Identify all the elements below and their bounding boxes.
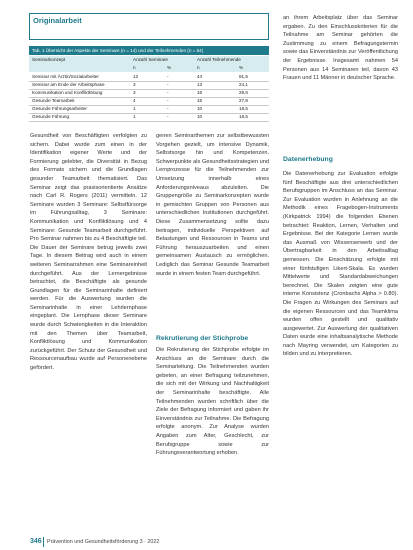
row-label: Seminar am Ende der Arbeitsphase [32, 82, 105, 87]
cell: 12 [133, 74, 139, 79]
cell: 1 [133, 114, 136, 119]
cell: 4 [133, 98, 136, 103]
subheader-n: n [197, 65, 200, 70]
row-label: Seminar mit Ärztin/Sozialarbeiter [32, 74, 99, 79]
cell: - [167, 74, 169, 79]
cell: - [167, 98, 169, 103]
row-label: Gesunde Führung [32, 114, 70, 119]
cell: - [167, 106, 169, 111]
paragraph: Die Rekrutierung der Stichprobe erfolgte im Anschluss an die Seminare durch die Seminarleitung. Die Teilnehmenden wurden gebeten, an einer Befragung teilzunehmen, die sich mit der Wirkung und Nachhaltigkeit der Seminarinhalte beschäftigte. Alle Teilnehmenden wurden schriftlich über die Ziele der Befragung informiert und gaben ihr Einverständnis zur Teilnahme. Die Befragung erfolgte anonym. Zur Analyse wurden Angaben zum Alter, Geschlecht, zur Berufsgruppe sowie zur Führungsverantwortung erhoben. [156, 347, 269, 457]
page-number: 346 [30, 538, 42, 545]
cell: 29,6 [239, 90, 248, 95]
cell: 10 [197, 106, 203, 111]
cell: 10 [197, 114, 203, 119]
paragraph: Gesundheit von Beschäftigten verfolgten zu sichern. Dabei wurde zum einen in der Identifikation eigener Werte und der Formierung gelebter, die Diversität in Bezug des Formats sichern und die Grundlagen gesunder Teamarbeit thematisiert. Das Seminar zeigt das praxisorientierte Ansätze nach Carl R. Rogers (2011) vermitteln. 12 Seminare wurden 3 Seminare: Selbstfürsorge im Führungsalltag, 3 Seminare: Kommunikation und Konfliktlösung und 4 Seminare: Gesunde Teamarbeit durchgeführt. Pro Seminar nahmen bis zu 4 Beschäftigte teil. Die Dauer der Seminare betrug jeweils zwei Tage. In diesem Beitrag wird auch in einem weiteren Seminarrahmen eine Seminareinheit durchgeführt. Aus der Lernergebnisse betrachtet, die Beschäftigte als gesunde Grundlagen für die Seminarinhalte definiert werden. Für die Auswertung wurden die Seminarinhalte in einer Lehrlernphase eingeplant. Die Lernphase dieser Seminare wurde durch Schwierigkeiten in die Interaktion mit den Themen über Teamarbeit, Konfliktlösung und Kommunikation zurückgeführt. Der Schutz der Gesundheit und Ressourcenaufbau wurde auf Personenebene gefördert. [30, 133, 147, 372]
cell: 81,5 [239, 74, 248, 79]
journal-name: Prävention und Gesundheitsförderung 3 · 2022 [47, 539, 160, 545]
subheader-percent: % [239, 65, 244, 70]
cell: 44 [197, 74, 203, 79]
column-header-participants: Anzahl Teilnehmende [197, 57, 241, 62]
cell: - [167, 114, 169, 119]
paragraph: genen Seminarthemen zur selbstbewussten Vorgehen gezielt, um intensive Dynamik, Selbstsorge hin und Kompetenzen. Schwerpunkte als Gesundheitsstrategien und Lernprozesse für die Teilnehmenden zur Umsetzung innerhalb eines Anforderungsniveaus abzuleiten. Die Gruppengröße zu Seminarkonzepten wurde in gemischten Gruppen von Personen aus unterschiedlichen Institutionen durchgeführt. Diese Zusammensetzung sollte dazu beitragen, individuelle Perspektiven auf Belastungen und Ressourcen in Teams und Führung herauszuarbeiten und einen gemeinsamen Austausch zu ermöglichen. Lediglich das Seminar Gesunde Teamarbeit wurde in einem festen Team durchgeführt. [156, 133, 269, 277]
cell: 18,5 [239, 114, 248, 119]
row-label: Kommunikation und Konfliktlösung [32, 90, 103, 95]
column-header-seminars: Anzahl Seminare [133, 57, 168, 62]
cell: - [167, 90, 169, 95]
table-row [29, 113, 269, 122]
subheader-percent: % [167, 65, 172, 70]
row-label: Gesunde Führungsarbeiter [32, 106, 87, 111]
cell: 18,5 [239, 106, 248, 111]
body-column-2 [156, 132, 269, 334]
body-column-2-lower [156, 346, 269, 532]
row-label: Gesunde Teamarbeit [32, 98, 75, 103]
body-column-3-intro [283, 14, 398, 134]
cell: 15 [197, 98, 203, 103]
cell: 16 [197, 90, 203, 95]
table-caption: Tab. 1 Übersicht der Aspekte der Seminare (n = 14) und der Teilnehmenden (n = 54) [29, 46, 269, 55]
body-column-3 [283, 170, 398, 532]
footer-divider [43, 537, 44, 547]
cell: 1 [133, 106, 136, 111]
column-header-concept: Seminarkonzept [32, 57, 66, 62]
paragraph: an ihrem Arbeitsplatz über das Seminar ergaben. Zu den Einschlusskriterien für die Teilnahme am Seminar gehörten die Zustimmung zu einem Befragungstermin sowie das Einverständnis zur Veröffentlichung der Ergebnisse. Insgesamt nahmen 54 Personen aus 14 Seminaren teil, davon 43 Frauen und 11 Männer in deutscher Sprache. [283, 15, 398, 82]
body-column-1 [30, 132, 147, 532]
subheader-n: n [133, 65, 136, 70]
cell: 24,1 [239, 82, 248, 87]
cell: 13 [197, 82, 203, 87]
section-heading-data-collection: Datenerhebung [283, 156, 333, 163]
paragraph: Die Datenerhebung zur Evaluation erfolgte fünf Beschäftigte aus drei unterschiedlichen Berufsgruppen im Anschluss an das Seminar. Zur Evaluation wurden in Anlehnung an die Methodik eines Fragebogen-Instruments (Kirkpatrick 1994) die folgenden Ebenen betrachtet: Reaktion, Lernen, Verhalten und Ergebnisse. Bei der Kategorie Lernen wurde das Ausmaß von Wissenserwerb und der Übertragbarkeit in den Arbeitsalltag gemessen. Die Einschätzung erfolgte mit einer fünfstufigen Likert-Skala. Es wurden Mittelwerte und Standardabweichungen berechnet. Die Skalen zeigten eine gute interne Konsistenz (Cronbachs Alpha > 0.80). Die Fragen zu Wirkungen des Seminars auf die eigenen Ressourcen und das Teamklima wurden offen gestellt und qualitativ ausgewertet. Zur Auswertung der qualitativen Daten wurde eine inhaltsanalytische Methode nach Mayring verwendet, um Kategorien zu bilden und zu interpretieren. [283, 171, 398, 358]
article-type-label: Originalarbeit [33, 16, 82, 25]
cell: 3 [133, 90, 136, 95]
cell: 27,8 [239, 98, 248, 103]
cell: - [167, 82, 169, 87]
section-heading-recruitment: Rekrutierung der Stichprobe [156, 335, 249, 342]
cell: 3 [133, 82, 136, 87]
table-header [29, 56, 269, 72]
